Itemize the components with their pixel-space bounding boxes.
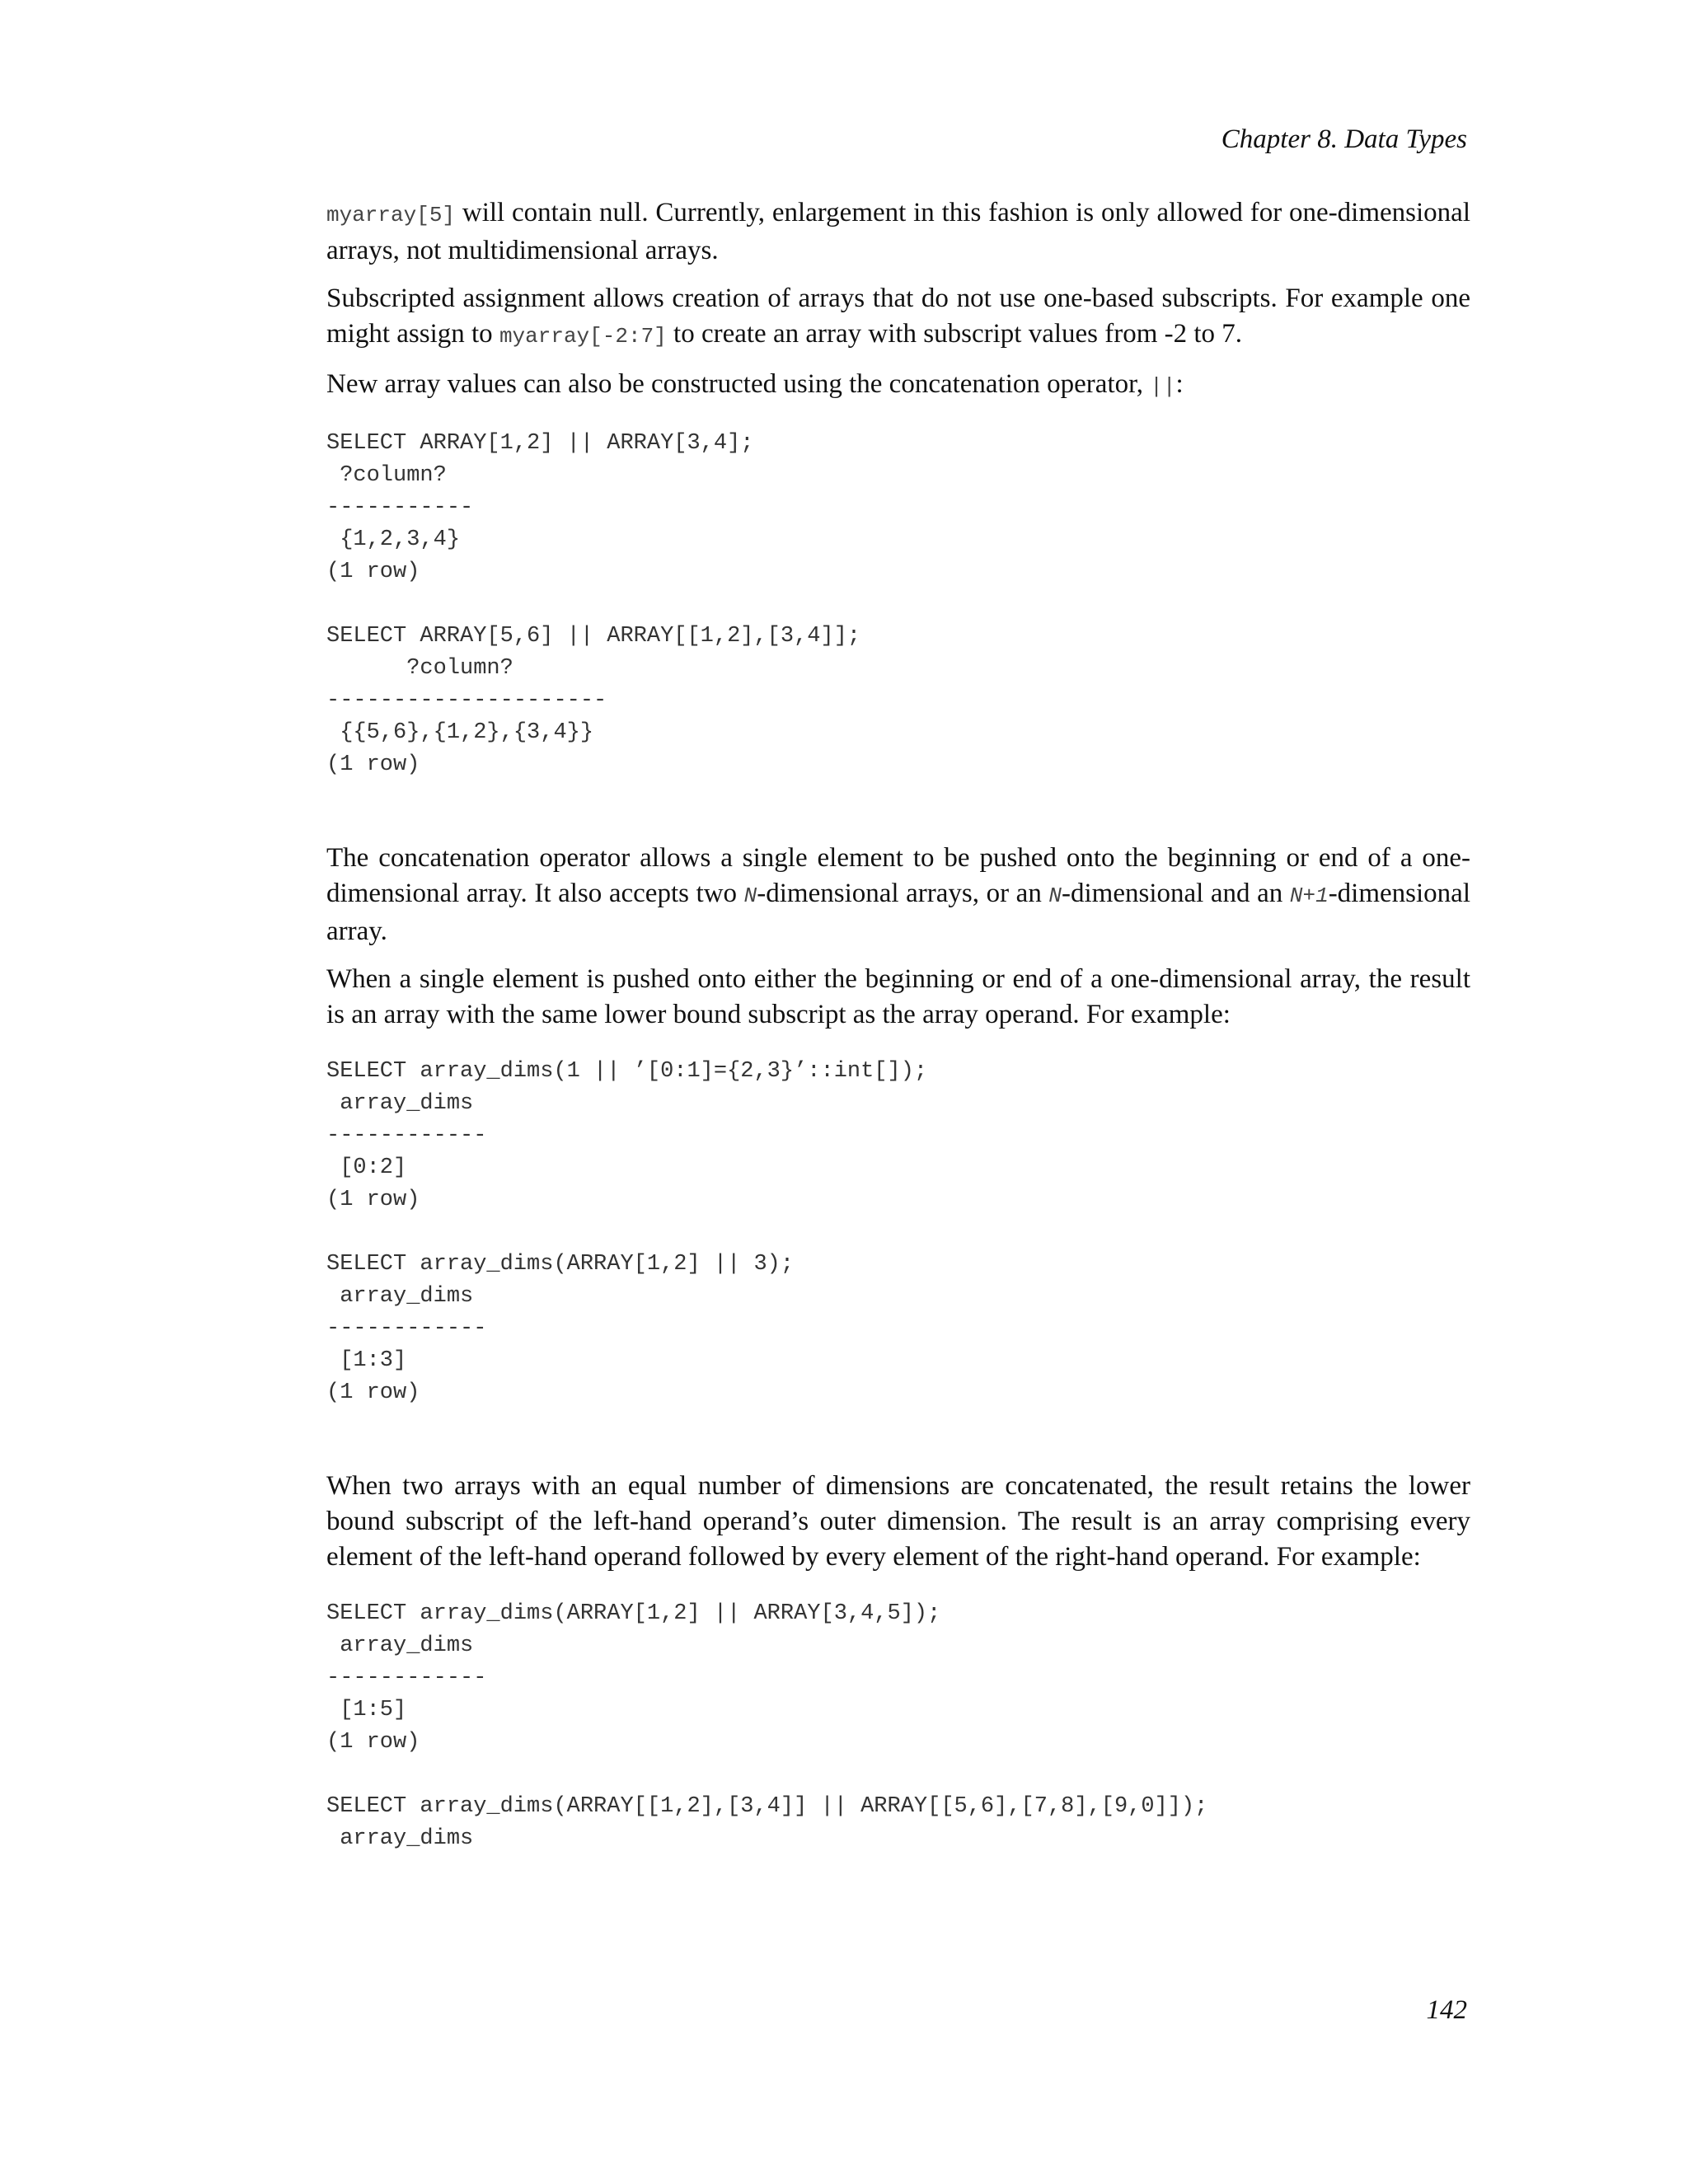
paragraph-text: : [1175,369,1184,399]
code-example-equal-dimensions: SELECT array_dims(ARRAY[1,2] || ARRAY[3,4,5]); array_dims ------------ [1:5] (1 row) SELECT array_dims(ARRAY[[1,2],[3,4]] || ARRAY[[5,6],[7,8],[9,0]]); array_dims [326,1601,1208,1851]
paragraph-text: -dimensional arrays, or an [757,879,1049,908]
paragraph-text: Subscripted assignment allows creation of arrays that do not use one-based subscripts. For example one might assign to [326,284,1470,349]
paragraph-concatenation-intro [326,367,1470,405]
code-example-concatenation: SELECT ARRAY[1,2] || ARRAY[3,4]; ?column? ----------- {1,2,3,4} (1 row) SELECT ARRAY[5,6] || ARRAY[[1,2],[3,4]]; ?column? --------------------- {{5,6},{1,2},{3,4}} (1 row) [326,431,861,777]
paragraph-text: -dimensional array. [326,879,1470,946]
paragraph-concatenation-operator [326,841,1470,949]
paragraph-equal-dimensions: When two arrays with an equal number of dimensions are concatenated, the result retains the lower bound subscript of the left-hand operand’s outer dimension. The result is an array comprising every element of the left-hand operand followed by every element of the right-hand operand. For example: [326,1471,1470,1572]
inline-code: N [1048,883,1062,908]
inline-code: || [1150,374,1176,399]
page-number: 142 [1426,1995,1467,2025]
paragraph-text: will contain null. Currently, enlargement in this fashion is only allowed for one-dimensional arrays, not multidimensional arrays. [326,198,1470,265]
inline-code: N+1 [1289,883,1329,908]
paragraph-single-element: When a single element is pushed onto either the beginning or end of a one-dimensional array, the result is an array with the same lower bound subscript as the array operand. For example: [326,964,1470,1029]
chapter-header: Chapter 8. Data Types [1221,124,1467,154]
inline-code: myarray[5] [326,203,456,227]
code-example-single-element: SELECT array_dims(1 || ’[0:1]={2,3}’::int[]); array_dims ------------ [0:2] (1 row) SELECT array_dims(ARRAY[1,2] || 3); array_dims ------------ [1:3] (1 row) [326,1059,928,1405]
paragraph-text: The concatenation operator allows a single element to be pushed onto the beginning or end of a one-dimensional array. It also accepts two [326,843,1470,908]
page-content [326,195,1470,1855]
inline-code: myarray[-2:7] [499,324,667,349]
inline-code: N [743,883,757,908]
paragraph-enlargement [326,195,1470,269]
paragraph-subscripted-assignment [326,281,1470,354]
paragraph-text: New array values can also be constructed using the concatenation operator, [326,369,1151,399]
paragraph-text: to create an array with subscript values from -2 to 7. [666,319,1243,349]
paragraph-text: -dimensional and an [1062,879,1290,908]
